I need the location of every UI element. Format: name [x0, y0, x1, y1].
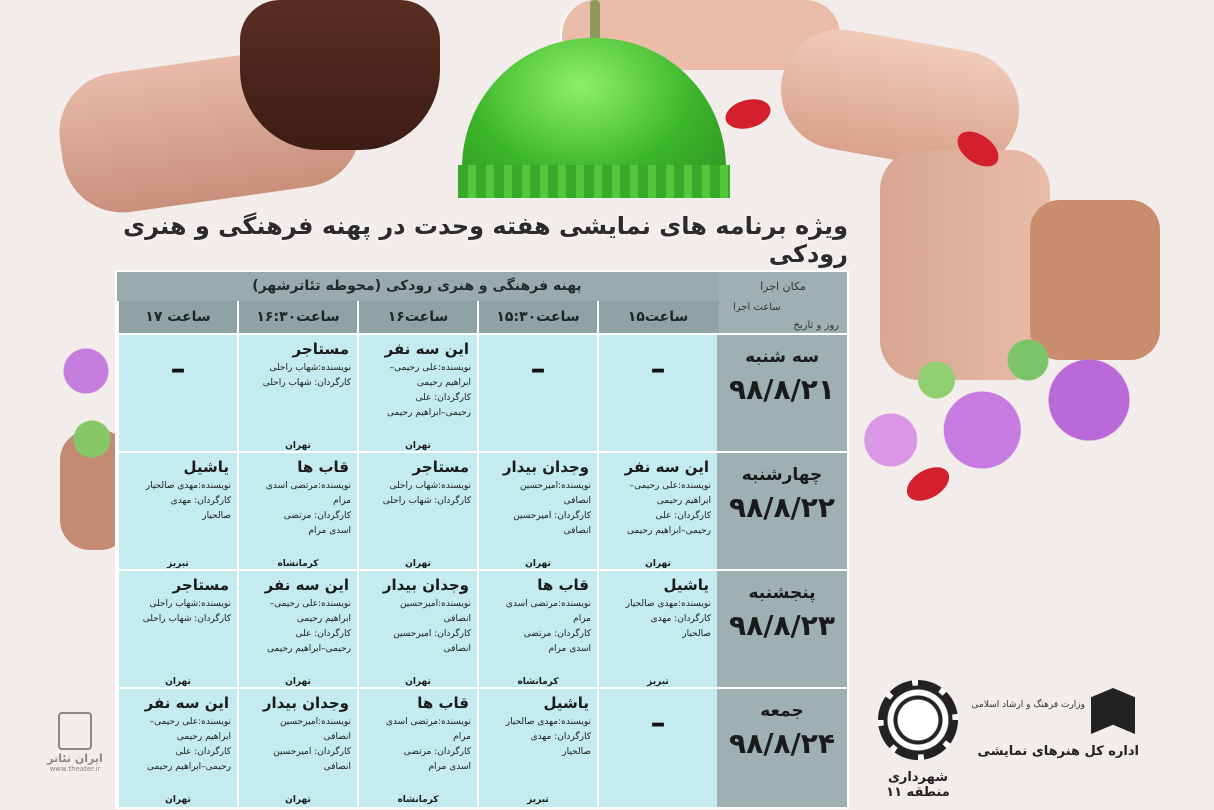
- credit-line: انصافی: [443, 614, 471, 624]
- performance-cell: [357, 571, 477, 689]
- dome-finial: [590, 0, 600, 42]
- time-row: [117, 301, 847, 333]
- credit-line: رحیمی–ابراهیم رحیمی: [147, 762, 231, 772]
- empty-slot: [597, 335, 717, 453]
- credit-line: نویسنده:امیرحسین: [519, 481, 591, 491]
- municipality-logo: [870, 680, 966, 805]
- flowers-right: [845, 320, 1150, 520]
- credit-line: کارگردان: مرتضی: [283, 511, 351, 521]
- time-day-label: [719, 301, 847, 333]
- credit-line: اسدی مرام: [548, 644, 591, 654]
- performance-cell: [357, 453, 477, 571]
- book-icon: [1091, 688, 1135, 734]
- time-header: ساعت ۱۷: [117, 301, 237, 333]
- city-name: تهران: [405, 677, 431, 687]
- credit-line: کارگردان: شهاب راحلی: [262, 378, 351, 388]
- credit-line: نویسنده:امیرحسین: [399, 599, 471, 609]
- credit-line: مرام: [453, 732, 471, 742]
- city-name: کرمانشاه: [517, 677, 559, 687]
- venue-text: پهنه فرهنگی و هنری رودکی (محوطه تئاترشهر): [252, 278, 582, 294]
- performance-cell: [117, 689, 237, 807]
- day-date: ۹۸/۸/۲۴: [729, 727, 835, 760]
- day-label-text: روز و تاریخ: [793, 320, 839, 331]
- venue-label: [719, 272, 847, 301]
- day-date: ۹۸/۸/۲۲: [729, 491, 835, 524]
- empty-slot: [597, 689, 717, 807]
- page-title: ویژه برنامه های نمایشی هفته وحدت در پهنه فرهنگی و هنری رودکی: [123, 212, 848, 268]
- day-row: [117, 333, 847, 453]
- time-header: ساعت۱۶:۳۰: [237, 301, 357, 333]
- watermark-text: ایران تئاتر: [47, 752, 103, 765]
- credit-line: نویسنده:مهدی صالحیار: [505, 717, 591, 727]
- credit-line: نویسنده:مهدی صالحیار: [625, 599, 711, 609]
- venue-label-text: مکان اجرا: [760, 280, 806, 293]
- time-label-text: ساعت اجرا: [733, 302, 781, 313]
- credit-line: اسدی مرام: [308, 526, 351, 536]
- day-row: [117, 451, 847, 571]
- municipality-name: شهرداری منطقه ۱۱: [886, 770, 950, 800]
- city-name: تبریز: [647, 677, 669, 687]
- play-title: این سه نفر: [624, 458, 709, 476]
- performance-cell: [357, 335, 477, 453]
- play-title: قاب ها: [297, 458, 349, 476]
- city-name: تهران: [285, 795, 311, 805]
- credit-line: انصافی: [563, 526, 591, 536]
- credit-line: صالحیار: [682, 629, 711, 639]
- day-cell: [715, 689, 847, 807]
- ershad-name: اداره کل هنرهای نمایشی: [977, 744, 1139, 759]
- credit-line: انصافی: [443, 644, 471, 654]
- credit-line: صالحیار: [562, 747, 591, 757]
- ershad-subtitle: وزارت فرهنگ و ارشاد اسلامی: [971, 700, 1085, 710]
- play-title: این سه نفر: [264, 576, 349, 594]
- watermark-url: www.theater.ir: [49, 765, 101, 773]
- play-title: یاشیل: [183, 458, 229, 476]
- credit-line: نویسنده:امیرحسین: [279, 717, 351, 727]
- dome-base: [458, 165, 730, 198]
- day-cell: [715, 571, 847, 689]
- credit-line: کارگردان: شهاب راحلی: [142, 614, 231, 624]
- play-title: یاشیل: [543, 694, 589, 712]
- credit-line: کارگردان: مرتضی: [523, 629, 591, 639]
- time-header: ساعت۱۶: [357, 301, 477, 333]
- dash-mark: –: [650, 706, 666, 741]
- city-name: کرمانشاه: [277, 559, 319, 569]
- day-row: [117, 569, 847, 689]
- credit-line: انصافی: [563, 496, 591, 506]
- play-title: وجدان بیدار: [502, 458, 589, 476]
- day-date: ۹۸/۸/۲۱: [729, 373, 835, 406]
- credit-line: صالحیار: [202, 511, 231, 521]
- credit-line: نویسنده:علی رحیمی–: [269, 599, 351, 609]
- credit-line: کارگردان: امیرحسین: [513, 511, 591, 521]
- credit-line: کارگردان: مهدی: [530, 732, 591, 742]
- performance-cell: [357, 689, 477, 807]
- performance-cell: [117, 571, 237, 689]
- credit-line: ابراهیم رحیمی: [656, 496, 711, 506]
- performance-cell: [477, 453, 597, 571]
- play-title: وجدان بیدار: [262, 694, 349, 712]
- watermark-icon: [58, 712, 92, 750]
- city-name: تهران: [405, 559, 431, 569]
- performance-cell: [237, 571, 357, 689]
- play-title: مستاجر: [172, 576, 229, 594]
- credit-line: کارگردان: علی: [415, 393, 471, 403]
- performance-cell: [597, 571, 717, 689]
- city-name: تبریز: [167, 559, 189, 569]
- credit-line: مرام: [333, 496, 351, 506]
- credit-line: کارگردان: مهدی: [170, 496, 231, 506]
- credit-line: رحیمی–ابراهیم رحیمی: [627, 526, 711, 536]
- city-name: تهران: [285, 677, 311, 687]
- municipality-seal-icon: [878, 680, 958, 760]
- watermark: [30, 712, 120, 782]
- day-name: سه شنبه: [745, 347, 819, 367]
- play-title: قاب ها: [537, 576, 589, 594]
- credit-line: کارگردان: شهاب راحلی: [382, 496, 471, 506]
- credit-line: کارگردان: امیرحسین: [273, 747, 351, 757]
- credit-line: نویسنده:شهاب راحلی: [269, 363, 351, 373]
- credit-line: انصافی: [323, 762, 351, 772]
- city-name: تهران: [165, 795, 191, 805]
- credit-line: نویسنده:مرتضی اسدی: [385, 717, 471, 727]
- credit-line: نویسنده:مرتضی اسدی: [265, 481, 351, 491]
- credit-line: رحیمی–ابراهیم رحیمی: [387, 408, 471, 418]
- time-header: ساعت۱۵: [597, 301, 717, 333]
- day-name: جمعه: [760, 701, 804, 721]
- credit-line: نویسنده:مهدی صالحیار: [145, 481, 231, 491]
- performance-cell: [237, 335, 357, 453]
- credit-line: اسدی مرام: [428, 762, 471, 772]
- credit-line: کارگردان: علی: [295, 629, 351, 639]
- credit-line: کارگردان: مهدی: [650, 614, 711, 624]
- day-name: پنجشنبه: [748, 583, 816, 603]
- play-title: قاب ها: [417, 694, 469, 712]
- credit-line: ابراهیم رحیمی: [416, 378, 471, 388]
- credit-line: کارگردان: علی: [175, 747, 231, 757]
- day-cell: [715, 335, 847, 453]
- city-name: کرمانشاه: [397, 795, 439, 805]
- credit-line: مرام: [573, 614, 591, 624]
- flowers-left: [62, 320, 122, 490]
- credit-line: کارگردان: مرتضی: [403, 747, 471, 757]
- city-name: تهران: [285, 441, 311, 451]
- dash-mark: –: [650, 352, 666, 387]
- credit-line: ابراهیم رحیمی: [296, 614, 351, 624]
- day-name: چهارشنبه: [741, 465, 823, 485]
- play-title: مستاجر: [412, 458, 469, 476]
- hand-dark: [240, 0, 440, 150]
- city-name: تهران: [645, 559, 671, 569]
- performance-cell: [237, 453, 357, 571]
- credit-line: نویسنده:مرتضی اسدی: [505, 599, 591, 609]
- credit-line: نویسنده:علی رحیمی–: [629, 481, 711, 491]
- credit-line: رحیمی–ابراهیم رحیمی: [267, 644, 351, 654]
- credit-line: کارگردان: علی: [655, 511, 711, 521]
- play-title: مستاجر: [292, 340, 349, 358]
- time-header: ساعت۱۵:۳۰: [477, 301, 597, 333]
- credit-line: کارگردان: امیرحسین: [393, 629, 471, 639]
- city-name: تهران: [525, 559, 551, 569]
- credit-line: نویسنده:علی رحیمی–: [389, 363, 471, 373]
- dash-mark: –: [530, 352, 546, 387]
- day-cell: [715, 453, 847, 571]
- city-name: تهران: [165, 677, 191, 687]
- schedule-table: [115, 270, 849, 809]
- rose-petal: [722, 95, 774, 134]
- credit-line: نویسنده:علی رحیمی–: [149, 717, 231, 727]
- play-title: وجدان بیدار: [382, 576, 469, 594]
- empty-slot: [117, 335, 237, 453]
- performance-cell: [237, 689, 357, 807]
- credit-line: انصافی: [323, 732, 351, 742]
- play-title: این سه نفر: [384, 340, 469, 358]
- city-name: تهران: [405, 441, 431, 451]
- performance-cell: [117, 453, 237, 571]
- day-date: ۹۸/۸/۲۳: [729, 609, 835, 642]
- city-name: تبریز: [527, 795, 549, 805]
- credit-line: نویسنده:شهاب راحلی: [149, 599, 231, 609]
- play-title: یاشیل: [663, 576, 709, 594]
- venue-row: [117, 272, 847, 301]
- day-row: [117, 687, 847, 807]
- credit-line: نویسنده:شهاب راحلی: [389, 481, 471, 491]
- performance-cell: [477, 571, 597, 689]
- ershad-logo: [971, 680, 1145, 805]
- credit-line: ابراهیم رحیمی: [176, 732, 231, 742]
- empty-slot: [477, 335, 597, 453]
- dash-mark: –: [170, 352, 186, 387]
- performance-cell: [477, 689, 597, 807]
- performance-cell: [597, 453, 717, 571]
- play-title: این سه نفر: [144, 694, 229, 712]
